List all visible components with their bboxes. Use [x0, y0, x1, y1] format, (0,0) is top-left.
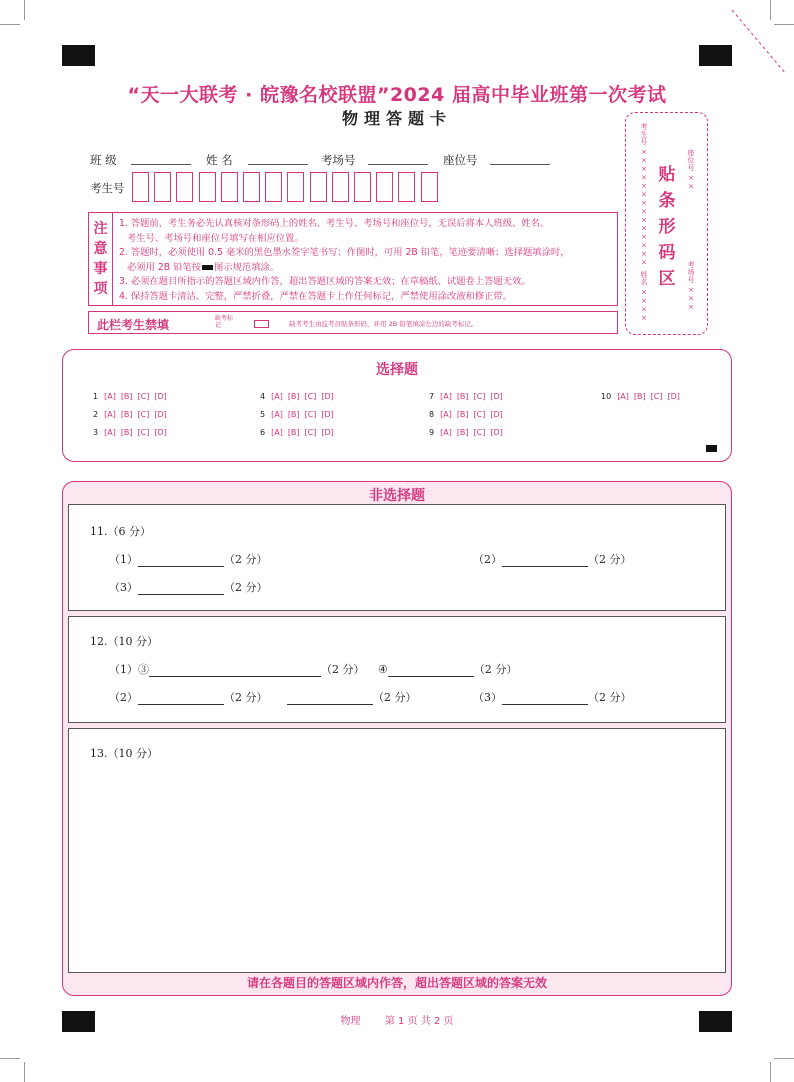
notice-heading: 注 意 事 项	[89, 213, 113, 305]
option-bubble-c[interactable]: [C]	[137, 410, 150, 419]
option-bubble-c[interactable]: [C]	[304, 428, 317, 437]
page-footer	[0, 1012, 794, 1027]
registration-mark-top-left	[62, 45, 95, 66]
page-number: 第 1 页 共 2 页	[384, 1016, 454, 1027]
question-12-label: 12.（10 分）	[90, 635, 158, 648]
option-bubble-a[interactable]: [A]	[440, 392, 452, 401]
option-bubble-d[interactable]: [D]	[154, 410, 167, 419]
proctor-only-row	[88, 311, 618, 334]
id-digit-box[interactable]	[310, 172, 327, 202]
id-digit-box[interactable]	[154, 172, 171, 202]
question-number: 6	[260, 428, 266, 437]
q12-part-1: （1）③ （2 分） ④ （2 分）	[109, 663, 518, 676]
question-number: 3	[93, 428, 99, 437]
class-label: 班 级	[90, 153, 117, 167]
barcode-example-room: 考场号 ×××	[687, 261, 695, 312]
question-11-label: 11.（6 分）	[90, 525, 151, 538]
answer-line[interactable]	[138, 584, 224, 595]
question-number: 4	[260, 392, 266, 401]
answer-line[interactable]	[149, 666, 321, 677]
question-13-box[interactable]	[68, 728, 726, 973]
option-bubble-b[interactable]: [B]	[633, 392, 646, 401]
choice-question-6	[260, 428, 339, 437]
q11-part-2: （2） （2 分）	[473, 553, 632, 566]
choice-question-5	[260, 410, 339, 419]
id-digit-box[interactable]	[176, 172, 193, 202]
option-bubble-b[interactable]: [B]	[456, 428, 469, 437]
answer-line[interactable]	[502, 694, 588, 705]
answer-line[interactable]	[138, 694, 224, 705]
non-choice-panel	[62, 481, 732, 996]
seat-label: 座位号	[443, 153, 478, 167]
id-digit-box[interactable]	[376, 172, 393, 202]
absent-mark-checkbox[interactable]	[254, 320, 269, 328]
option-bubble-c[interactable]: [C]	[473, 410, 486, 419]
question-11-box[interactable]	[68, 504, 726, 611]
notice-line: 必须用 2B 铅笔按 图示规范填涂。	[127, 261, 280, 273]
id-digit-box[interactable]	[398, 172, 415, 202]
barcode-example-name: 姓名 ××××	[640, 271, 648, 323]
option-bubble-d[interactable]: [D]	[154, 392, 167, 401]
choice-question-4	[260, 392, 339, 401]
option-bubble-d[interactable]: [D]	[321, 392, 334, 401]
question-number: 2	[93, 410, 99, 419]
question-number: 5	[260, 410, 266, 419]
option-bubble-d[interactable]: [D]	[667, 392, 680, 401]
choice-question-2	[93, 410, 172, 419]
option-bubble-d[interactable]: [D]	[154, 428, 167, 437]
subject-label: 物理	[340, 1016, 361, 1027]
option-bubble-c[interactable]: [C]	[137, 392, 150, 401]
barcode-example-seat: 座位号 ××	[687, 149, 695, 192]
crop-mark	[0, 1058, 20, 1059]
seat-field[interactable]	[490, 152, 550, 165]
id-digit-box[interactable]	[199, 172, 216, 202]
option-bubble-a[interactable]: [A]	[271, 428, 283, 437]
answer-line[interactable]	[388, 666, 474, 677]
option-bubble-a[interactable]: [A]	[271, 410, 283, 419]
question-number: 7	[429, 392, 435, 401]
choice-question-9	[429, 428, 508, 437]
absent-note: 缺考考生由监考员贴条形码，并用 2B 铅笔填涂左边的缺考标记。	[289, 320, 478, 328]
name-field[interactable]	[248, 152, 308, 165]
answer-line[interactable]	[287, 694, 373, 705]
fold-line	[730, 8, 790, 78]
question-12-box[interactable]	[68, 616, 726, 723]
choice-question-1	[93, 392, 172, 401]
barcode-example-id: 考生号 ××××××××××××××	[640, 123, 648, 268]
crop-mark	[24, 1062, 25, 1082]
option-bubble-d[interactable]: [D]	[490, 428, 503, 437]
option-bubble-a[interactable]: [A]	[271, 392, 283, 401]
option-bubble-a[interactable]: [A]	[440, 410, 452, 419]
card-subtitle: 物理答题卡	[341, 109, 452, 128]
question-number: 1	[93, 392, 99, 401]
option-bubble-d[interactable]: [D]	[490, 410, 503, 419]
id-digit-box[interactable]	[221, 172, 238, 202]
class-field[interactable]	[131, 152, 191, 165]
option-bubble-c[interactable]: [C]	[304, 392, 317, 401]
answer-line[interactable]	[502, 556, 588, 567]
question-number: 10	[601, 392, 612, 401]
option-bubble-c[interactable]: [C]	[650, 392, 663, 401]
id-digit-box[interactable]	[132, 172, 149, 202]
q11-part-1: （1） （2 分）	[109, 553, 268, 566]
question-number: 8	[429, 410, 435, 419]
option-bubble-b[interactable]: [B]	[120, 392, 133, 401]
crop-mark	[24, 0, 25, 20]
proctor-only-label: 此栏考生禁填	[97, 318, 170, 332]
answer-line[interactable]	[138, 556, 224, 567]
id-digit-box[interactable]	[332, 172, 349, 202]
absent-mark-label: 缺考标记	[215, 315, 234, 329]
choice-question-7	[429, 392, 508, 401]
id-digit-box[interactable]	[243, 172, 260, 202]
option-bubble-d[interactable]: [D]	[321, 428, 334, 437]
notice-line: 2. 答题时，必须使用 0.5 毫米的黑色墨水签字笔书写；作图时，可用 2B 铅笔，笔迹要清晰；选择题填涂时，	[119, 247, 570, 259]
room-label: 考场号	[321, 153, 356, 167]
option-bubble-a[interactable]: [A]	[104, 392, 116, 401]
crop-mark	[774, 1058, 794, 1059]
option-bubble-a[interactable]: [A]	[440, 428, 452, 437]
option-bubble-c[interactable]: [C]	[473, 428, 486, 437]
option-bubble-b[interactable]: [B]	[287, 392, 300, 401]
answer-area-warning: 请在各题目的答题区域内作答，超出答题区域的答案无效	[246, 976, 547, 990]
id-digit-box[interactable]	[354, 172, 371, 202]
id-label: 考生号	[90, 181, 125, 195]
option-bubble-c[interactable]: [C]	[137, 428, 150, 437]
option-bubble-a[interactable]: [A]	[617, 392, 629, 401]
option-bubble-a[interactable]: [A]	[104, 428, 116, 437]
option-bubble-b[interactable]: [B]	[120, 428, 133, 437]
notice-line: 考生号、考场号和座位号填写在相应位置。	[127, 232, 304, 244]
option-bubble-c[interactable]: [C]	[304, 410, 317, 419]
option-bubble-d[interactable]: [D]	[490, 392, 503, 401]
notice-line: 1. 答题前，考生务必先认真核对条形码上的姓名、考生号、考场号和座位号，无误后将本人班级、姓名、	[119, 218, 550, 229]
paste-barcode-label: 贴 条 形 码 区	[658, 165, 676, 289]
option-bubble-d[interactable]: [D]	[321, 410, 334, 419]
id-digit-box[interactable]	[265, 172, 282, 202]
question-number: 9	[429, 428, 435, 437]
exam-title: “天一大联考 · 皖豫名校联盟”2024 届高中毕业班第一次考试	[127, 84, 667, 106]
notice-line: 3. 必须在题目所指示的答题区域内作答，超出答题区域的答案无效；在草稿纸、试题卷上答题无效。	[119, 276, 531, 288]
option-bubble-b[interactable]: [B]	[456, 410, 469, 419]
question-13-label: 13.（10 分）	[90, 747, 158, 760]
choice-question-10	[601, 392, 685, 401]
choice-question-8	[429, 410, 508, 419]
multiple-choice-panel	[62, 349, 732, 462]
non-choice-title: 非选择题	[369, 488, 425, 504]
room-field[interactable]	[368, 152, 428, 165]
option-bubble-c[interactable]: [C]	[473, 392, 486, 401]
option-bubble-b[interactable]: [B]	[287, 428, 300, 437]
id-digit-box[interactable]	[421, 172, 438, 202]
notice-line: 4. 保持答题卡清洁、完整，严禁折叠，严禁在答题卡上作任何标记，严禁使用涂改液和修正带。	[119, 290, 512, 302]
registration-mark-top-right	[699, 45, 732, 66]
q11-part-3: （3） （2 分）	[109, 581, 268, 594]
crop-mark	[770, 1062, 771, 1082]
option-bubble-a[interactable]: [A]	[104, 410, 116, 419]
multiple-choice-title: 选择题	[376, 362, 418, 378]
choice-question-3	[93, 428, 172, 437]
fill-sample-icon	[202, 265, 213, 270]
option-bubble-b[interactable]: [B]	[287, 410, 300, 419]
option-bubble-b[interactable]: [B]	[120, 410, 133, 419]
notice-text	[119, 217, 614, 305]
name-label: 姓 名	[206, 153, 233, 167]
q12-part-3: （3） （2 分）	[473, 691, 632, 704]
notice-box	[88, 212, 618, 306]
id-digit-box[interactable]	[287, 172, 304, 202]
option-bubble-b[interactable]: [B]	[456, 392, 469, 401]
crop-mark	[0, 24, 20, 25]
q12-part-2: （2） （2 分） （2 分）	[109, 691, 417, 704]
